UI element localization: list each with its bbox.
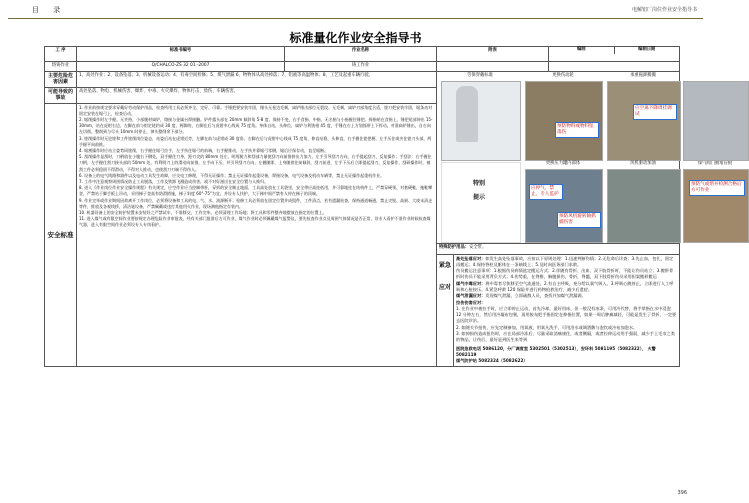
emergency-item: 伤员搬运注意事项：1.根据伤员病情选定搬运方式；2.伴随有骨折、出血、双下肢骨折时，不能让伤员站立；3.搬带骨折时伤员不能采用背负方式；4.伤势重，在脊椎，胸腹损伤，骨折，脊髓，双下肢骨折伤员采用担架搬样搬运 xyxy=(456,268,674,280)
emergency-content xyxy=(454,255,679,366)
safety-label: 安全标准 xyxy=(45,103,77,366)
process-value: 熔铸作业 xyxy=(45,62,77,72)
photo-fan xyxy=(607,169,681,243)
special-tip-cell xyxy=(437,243,680,254)
callout-object-fall: 预防物料或物料坠落伤 xyxy=(555,122,599,138)
gas-contact: 煤气防护站 5082324（5082622） xyxy=(456,358,528,364)
guide-table xyxy=(44,46,742,367)
photo-title-tank: 更换压力罐内部体 xyxy=(545,160,581,166)
emergency-item: 1. 在作业中被拉手时，应立即停止运动，首先冷却，最好用冰，但一般没有冰条，可用冷代替，将手掌指在水中浸泡 12 分钟左右，然后用冷凝布包裹，再用胶布把手指固定在伸指位置，如果一周后肿痛减轻，可能是发生了骨折，一定要去医院诊治。 xyxy=(456,305,677,324)
photo-ppe-worker xyxy=(441,81,521,161)
header-row xyxy=(45,47,680,62)
header-code: 标准书编号 xyxy=(77,47,285,62)
photo-title-fan: 风机驱动加油 xyxy=(630,160,656,166)
header-attach: 附表 xyxy=(437,47,549,62)
page-number: 396 xyxy=(677,490,687,496)
photo-wheel xyxy=(525,81,603,161)
emergency-item: 拉伤伤害应对： xyxy=(456,299,486,305)
callout-stop-gas: 应停气，禁止，专人监护 xyxy=(529,184,563,200)
hazard-row xyxy=(45,71,680,87)
emergency-item: 煤气泄漏应对：发现煤气泄漏，立即疏散人员，查找并加煤气泄漏源。 xyxy=(456,293,586,299)
special-hint-label: 特别提示 xyxy=(472,179,485,201)
photo-title-gas: 煤气阀门抽堵盲板 xyxy=(697,160,733,166)
photo-tank xyxy=(525,169,603,243)
special-tip-label: 特殊防护用品： xyxy=(439,244,470,250)
header-editor-date xyxy=(549,47,680,62)
hazard-label: 主要危险危害因素 xyxy=(45,71,77,87)
emergency-item: 高处坠落应对：如发生高处坠落事故，应按以下原则处理：1.迅速判断伤情；2.无危命后诊查；3.先止血，包扎，固定再搬运；4.保持脊柱及躯体在一条轴线上；5.及时向医务部门求救。 xyxy=(456,255,674,267)
photo-title-wheel: 更换伤动轮 xyxy=(552,72,574,78)
photo-title-load: 承重拖卸搬搬 xyxy=(630,72,656,78)
callout-fan-rotation: 预防风机旋转轴抓捕伤害 xyxy=(557,212,601,228)
photo-panel xyxy=(437,71,742,243)
photo-load xyxy=(607,81,681,161)
document-header-title: 电解铝厂岗位作业安全指导书 xyxy=(631,7,697,13)
special-tip-text: 安全带。 xyxy=(469,244,487,250)
name-value: 铸工作业 xyxy=(285,62,437,72)
emergency-item: 煤气中毒应对：将中毒者尽快移至空气流通处，2.有自主呼吸，充分给以氧气吸入。3.呼吸心跳停止，立即进行人工呼吸和心脏按压。4.紧急呼救 120 保险并进行药物抢救治疗，减少后遗症。 xyxy=(456,280,674,292)
callout-gas-check: 预防气或熔并检测合格后方可作业 xyxy=(689,180,745,196)
emergency-label: 紧急应对 xyxy=(437,255,454,366)
header-editor: 编制 xyxy=(549,47,615,54)
emergency-item: 2. 如随关节扭伤，应先定制参加，用氧液，用氧凡洗手，可用浴水或调酒敷与泡饮或冷布加泡水。 xyxy=(456,324,638,330)
page-title: 标准量化作业安全指导书 xyxy=(289,31,422,45)
photo-grid xyxy=(437,72,742,243)
emergency-item: 3. 如掉损伤造成扭伤时，应在局部冷冻后，尽量采取消痛康住，或者侧隔，或者拉伸运动用手强弱，减少手上毛巾之类的物品，让伤后，最好是到医生来等到 xyxy=(456,331,675,343)
attach-value xyxy=(437,62,549,72)
photo-extra xyxy=(683,81,749,161)
header-process: 工 序 xyxy=(45,47,77,62)
code-value: Q/CHALCO-ZS 32 01 -2007 xyxy=(77,62,285,72)
info-row xyxy=(45,62,680,72)
emergency-contacts: 医院急救电话 5086120，分厂调度室 5302501（5302513），安环科 5081195（5082322）， 火警 5082119 xyxy=(456,345,656,357)
header-name: 作业名称 xyxy=(285,47,437,62)
worker-figure-icon xyxy=(456,86,478,142)
editor-value xyxy=(549,62,680,72)
top-bar xyxy=(8,4,703,19)
toc-link[interactable]: 目 录 xyxy=(32,6,67,14)
header-date: 编制日期 xyxy=(638,47,656,52)
photo-title-ppe: 劳保穿戴标准 xyxy=(467,72,493,78)
callout-lower-hang: 应空离下降周挂调试 xyxy=(633,104,677,120)
emergency-cell xyxy=(437,254,680,366)
side-label-box xyxy=(441,162,521,243)
hazard-text: 1、高处作业；2、设备坠落；3、机械设备运动；4、有毒空间检修；5、煤气泄漏 6、物物体从高处掉落；7、铝液等高温物体；8、工艺及起重车辆行驶。 xyxy=(77,71,437,87)
accident-label: 可能导致的事故 xyxy=(45,87,77,103)
accident-text: 高处坠落、物电、机械伤害、爆炸、中毒、火灾爆炸、物体打击、烫伤、车辆伤害。 xyxy=(77,87,437,103)
safety-text: 1. 作业前按规定要求穿戴好劳动保护用品，检查所用工具必须齐全、完好、可靠。手锤把要安装牢固，锤头无卷边毛刺，扁铲锤击部位无裂纹、无毛刺，扁铲刃部角度合适，锉刀把安装牢固，锯条齿对固定安装在锯弓上，检查后动。 2. 锯削操作时左手握。无夹持，小部腹材扁铲，熔接与金属台焊接触。铲件露头部在 20mm 倾斜角 5-8 度，保持不变，右手食指，中指、无名指与小指握住锤把。拇指贴在食指上，锤把尾部伸出 15-30mm，站在虎钳右边，左脚在前与钳定轮约成 30 度，两脚的，右脚在后与虎钳中心线成 75 度角。身体自站，头伸位，扁铲与利铣相 45 度，手锤在右上方划弧带上下挥动。对准扁铲锤出，自右向左切削。整削到与尽头 10mm 时停止，掉头整削余下部分。 3. 锉削操作时无论锉和工件锉削岗位姿态，站姿后站在虎钳近旁，左脚在前与虎钳成 30 度角，右脚在后与虎钳中心线成 75 度角，伸直站稳，头伸直，右手握住锉把柄，左手压住或夹住锉刀头部，两手握平向前推。 4. 锯割操作时应站立姿势同锉削，右手握住锯弓拉手，左手扶住锯弓的前端，右手握推动，左手扶并靠锯弓零侧，锯后应保存动，直至锯断。 5. 刮削操作是刮时，刀柄放在小腹右下侧处，双手握住刀身，距刃尖约 80mm 处左，明用腿力和刮部力量使刮刀向前推挤出力加力，左手引导刮刀方向，右手提起刮刀，反复操作；手刮法：右手握住刀柄，左手握住刮刀接头部约 50mm 处，有利明刀上的滑动向前推，左手向下压，并引导刮刀方向，左握随即，上身随着往前倾斜，刮刀前进，左手下压后立即提起刮刀，反复操作，刮研操作时，被刮工件必须稳固不得滑动，不得对人推动，也使刮刀刃端不得伤人。 6. 设备上的电气线路和器件以及电动工具发生故障，应交电工修理，不得无证操作；禁止无证操作起重设备，焊接设备，电气设备及机动车辆等，禁止无证操作起重机作业。 7. 工作中注意观察周围情况防止工具脱落，工作及铁卸飞溅造成伤害，或不对好滋出在安全位置与人换归。 8. 进入《作业岗位作业安全操作规程》有关规定，应空作业应当控制带杆，穿拆的安全制止地面，工具高处放在工具袋里，安全带应高挂低用，并可靠地挂在结构件上，严禁穿硬领、对套硬鞋，拖鞋攀登，严禁站于脚手板上吊动，采用梯子登高有防滑措施，梯子斜度 60°-75°为宜，并设专人扶护，大于梯中间严禁有人停在梯子的顶端。 9. 作业完毕或作业期间因故离开工作岗位，必须将设备和工具的电、气、水、油源断开；检修工具必须放在固定位置并成组件，工件清点，若有遗漏检查，保持通道畅通，禁止尖锐、高损、大废末清走等件，推放及各观线桥，清洁笔设备，严禁佩戴或违打其他用火作业，现场测他指定存装内。 10. 机器设备上的安全防护装置未安装好之严禁试车，不准移交，工作完毕，必须清理工作场地；将工具和零件整齐地摆放在指定的位置上。 11. 进入煤气或有限空间作业要按规定办理危险作业审批表，经有关部门批准后方可作业，煤气作业时必须佩戴煤气报警仪，要先检查作业点及周围气体情况是否正常，设专人看护不准作业时候检查煤气器，进入有限空间作业必须设专人专岗看护。 xyxy=(77,103,437,366)
